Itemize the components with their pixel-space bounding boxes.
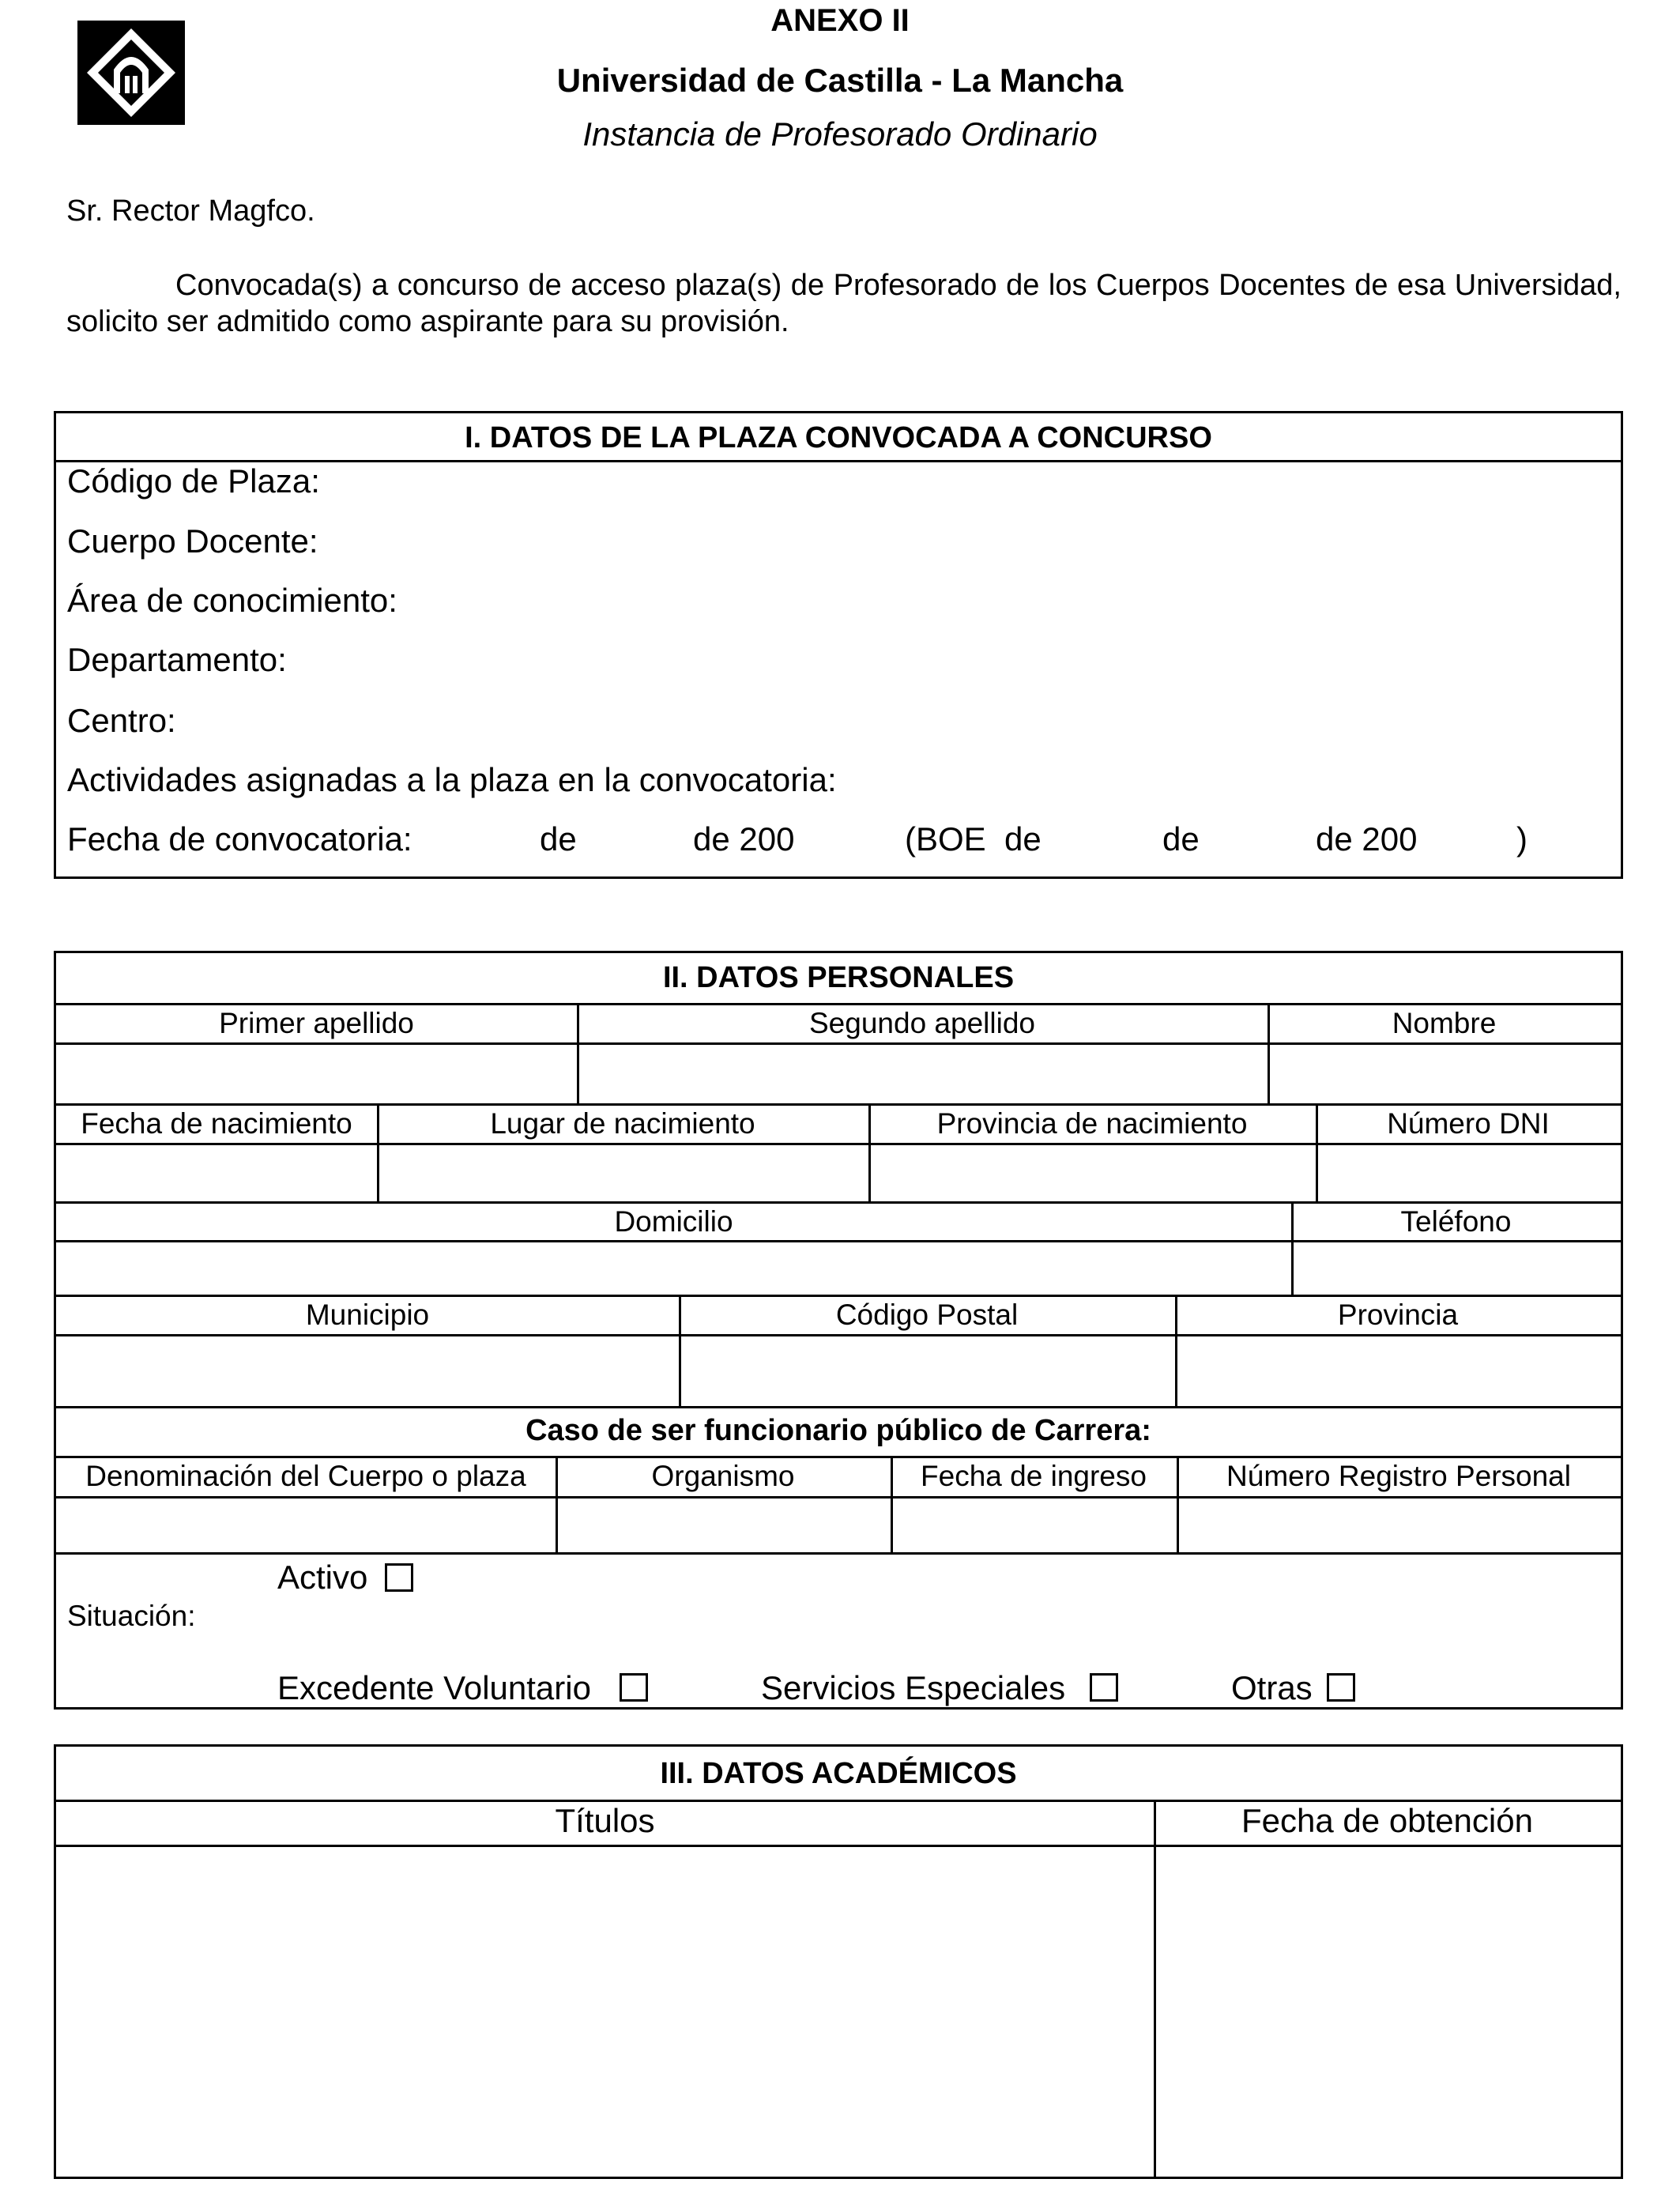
provincia-label: Provincia xyxy=(1337,1299,1459,1331)
fecha-year-2: de 200 xyxy=(1316,820,1418,858)
area-conocimiento-label[interactable]: Área de conocimiento: xyxy=(67,582,397,619)
divider xyxy=(56,1295,1621,1297)
servicios-label: Servicios Especiales xyxy=(761,1669,1066,1706)
intro-paragraph: Convocada(s) a concurso de acceso plaza(s) de Profesorado de los Cuerpos Docentes de esa Universidad, solicito ser admitido como aspirante para su provisión. xyxy=(66,269,1622,338)
fecha-de-2: de xyxy=(1162,820,1200,858)
domicilio-label: Domicilio xyxy=(614,1205,733,1238)
lugar-nacimiento-label: Lugar de nacimiento xyxy=(490,1107,755,1140)
divider xyxy=(56,1103,1621,1106)
excedente-checkbox[interactable] xyxy=(620,1673,648,1702)
divider xyxy=(56,1845,1621,1847)
divider xyxy=(56,1406,1621,1408)
divider xyxy=(56,1240,1621,1242)
otras-label: Otras xyxy=(1231,1669,1313,1706)
divider xyxy=(56,1201,1621,1204)
section-personales-title: II. DATOS PERSONALES xyxy=(662,961,1015,994)
section-academicos-title: III. DATOS ACADÉMICOS xyxy=(660,1757,1017,1790)
form-title: Instancia de Profesorado Ordinario xyxy=(582,115,1098,153)
fecha-ingreso-label: Fecha de ingreso xyxy=(921,1460,1147,1492)
divider xyxy=(56,1496,1621,1498)
section-plaza xyxy=(54,411,1623,879)
divider xyxy=(56,1143,1621,1145)
excedente-label: Excedente Voluntario xyxy=(277,1669,591,1706)
section-plaza-title: I. DATOS DE LA PLAZA CONVOCADA A CONCURSO xyxy=(465,421,1212,454)
annex-title: ANEXO II xyxy=(770,3,910,38)
boe-close: ) xyxy=(1516,820,1527,858)
denominacion-cuerpo-label: Denominación del Cuerpo o plaza xyxy=(85,1460,526,1492)
divider xyxy=(56,1334,1621,1336)
numero-registro-label: Número Registro Personal xyxy=(1226,1460,1571,1492)
segundo-apellido-label: Segundo apellido xyxy=(809,1007,1035,1039)
divider xyxy=(1154,1800,1156,2177)
titulos-label: Títulos xyxy=(555,1802,655,1839)
fecha-obtencion-label: Fecha de obtención xyxy=(1241,1802,1533,1839)
salutation: Sr. Rector Magfco. xyxy=(66,194,315,228)
telefono-label: Teléfono xyxy=(1400,1205,1512,1238)
boe-label: (BOE de xyxy=(905,820,1042,858)
section-datos-academicos xyxy=(54,1744,1623,2179)
otras-checkbox[interactable] xyxy=(1327,1673,1355,1702)
divider xyxy=(56,1003,1621,1005)
fecha-nacimiento-label: Fecha de nacimiento xyxy=(81,1107,352,1140)
numero-dni-label: Número DNI xyxy=(1387,1107,1550,1140)
divider xyxy=(56,1456,1621,1458)
provincia-nacimiento-label: Provincia de nacimiento xyxy=(936,1107,1248,1140)
university-name: Universidad de Castilla - La Mancha xyxy=(556,62,1124,99)
codigo-postal-label: Código Postal xyxy=(835,1299,1019,1331)
activo-label: Activo xyxy=(277,1559,368,1596)
activo-checkbox[interactable] xyxy=(385,1563,413,1592)
fecha-de-1: de xyxy=(540,820,577,858)
codigo-plaza-label[interactable]: Código de Plaza: xyxy=(67,462,320,499)
actividades-label[interactable]: Actividades asignadas a la plaza en la convocatoria: xyxy=(67,761,837,798)
fecha-year-1: de 200 xyxy=(693,820,795,858)
organismo-label: Organismo xyxy=(651,1460,795,1492)
fecha-convocatoria-label[interactable]: Fecha de convocatoria: xyxy=(67,820,412,858)
section-datos-personales xyxy=(54,951,1623,1710)
cuerpo-docente-label[interactable]: Cuerpo Docente: xyxy=(67,522,318,560)
divider xyxy=(56,1042,1621,1045)
situacion-label: Situación: xyxy=(67,1600,196,1632)
funcionario-title: Caso de ser funcionario público de Carrera: xyxy=(525,1414,1151,1447)
divider xyxy=(556,1496,558,1552)
divider xyxy=(56,1552,1621,1555)
municipio-label: Municipio xyxy=(305,1299,430,1331)
servicios-checkbox[interactable] xyxy=(1090,1673,1118,1702)
nombre-label: Nombre xyxy=(1392,1007,1497,1039)
centro-label[interactable]: Centro: xyxy=(67,702,176,739)
departamento-label[interactable]: Departamento: xyxy=(67,641,287,678)
primer-apellido-label: Primer apellido xyxy=(219,1007,414,1039)
